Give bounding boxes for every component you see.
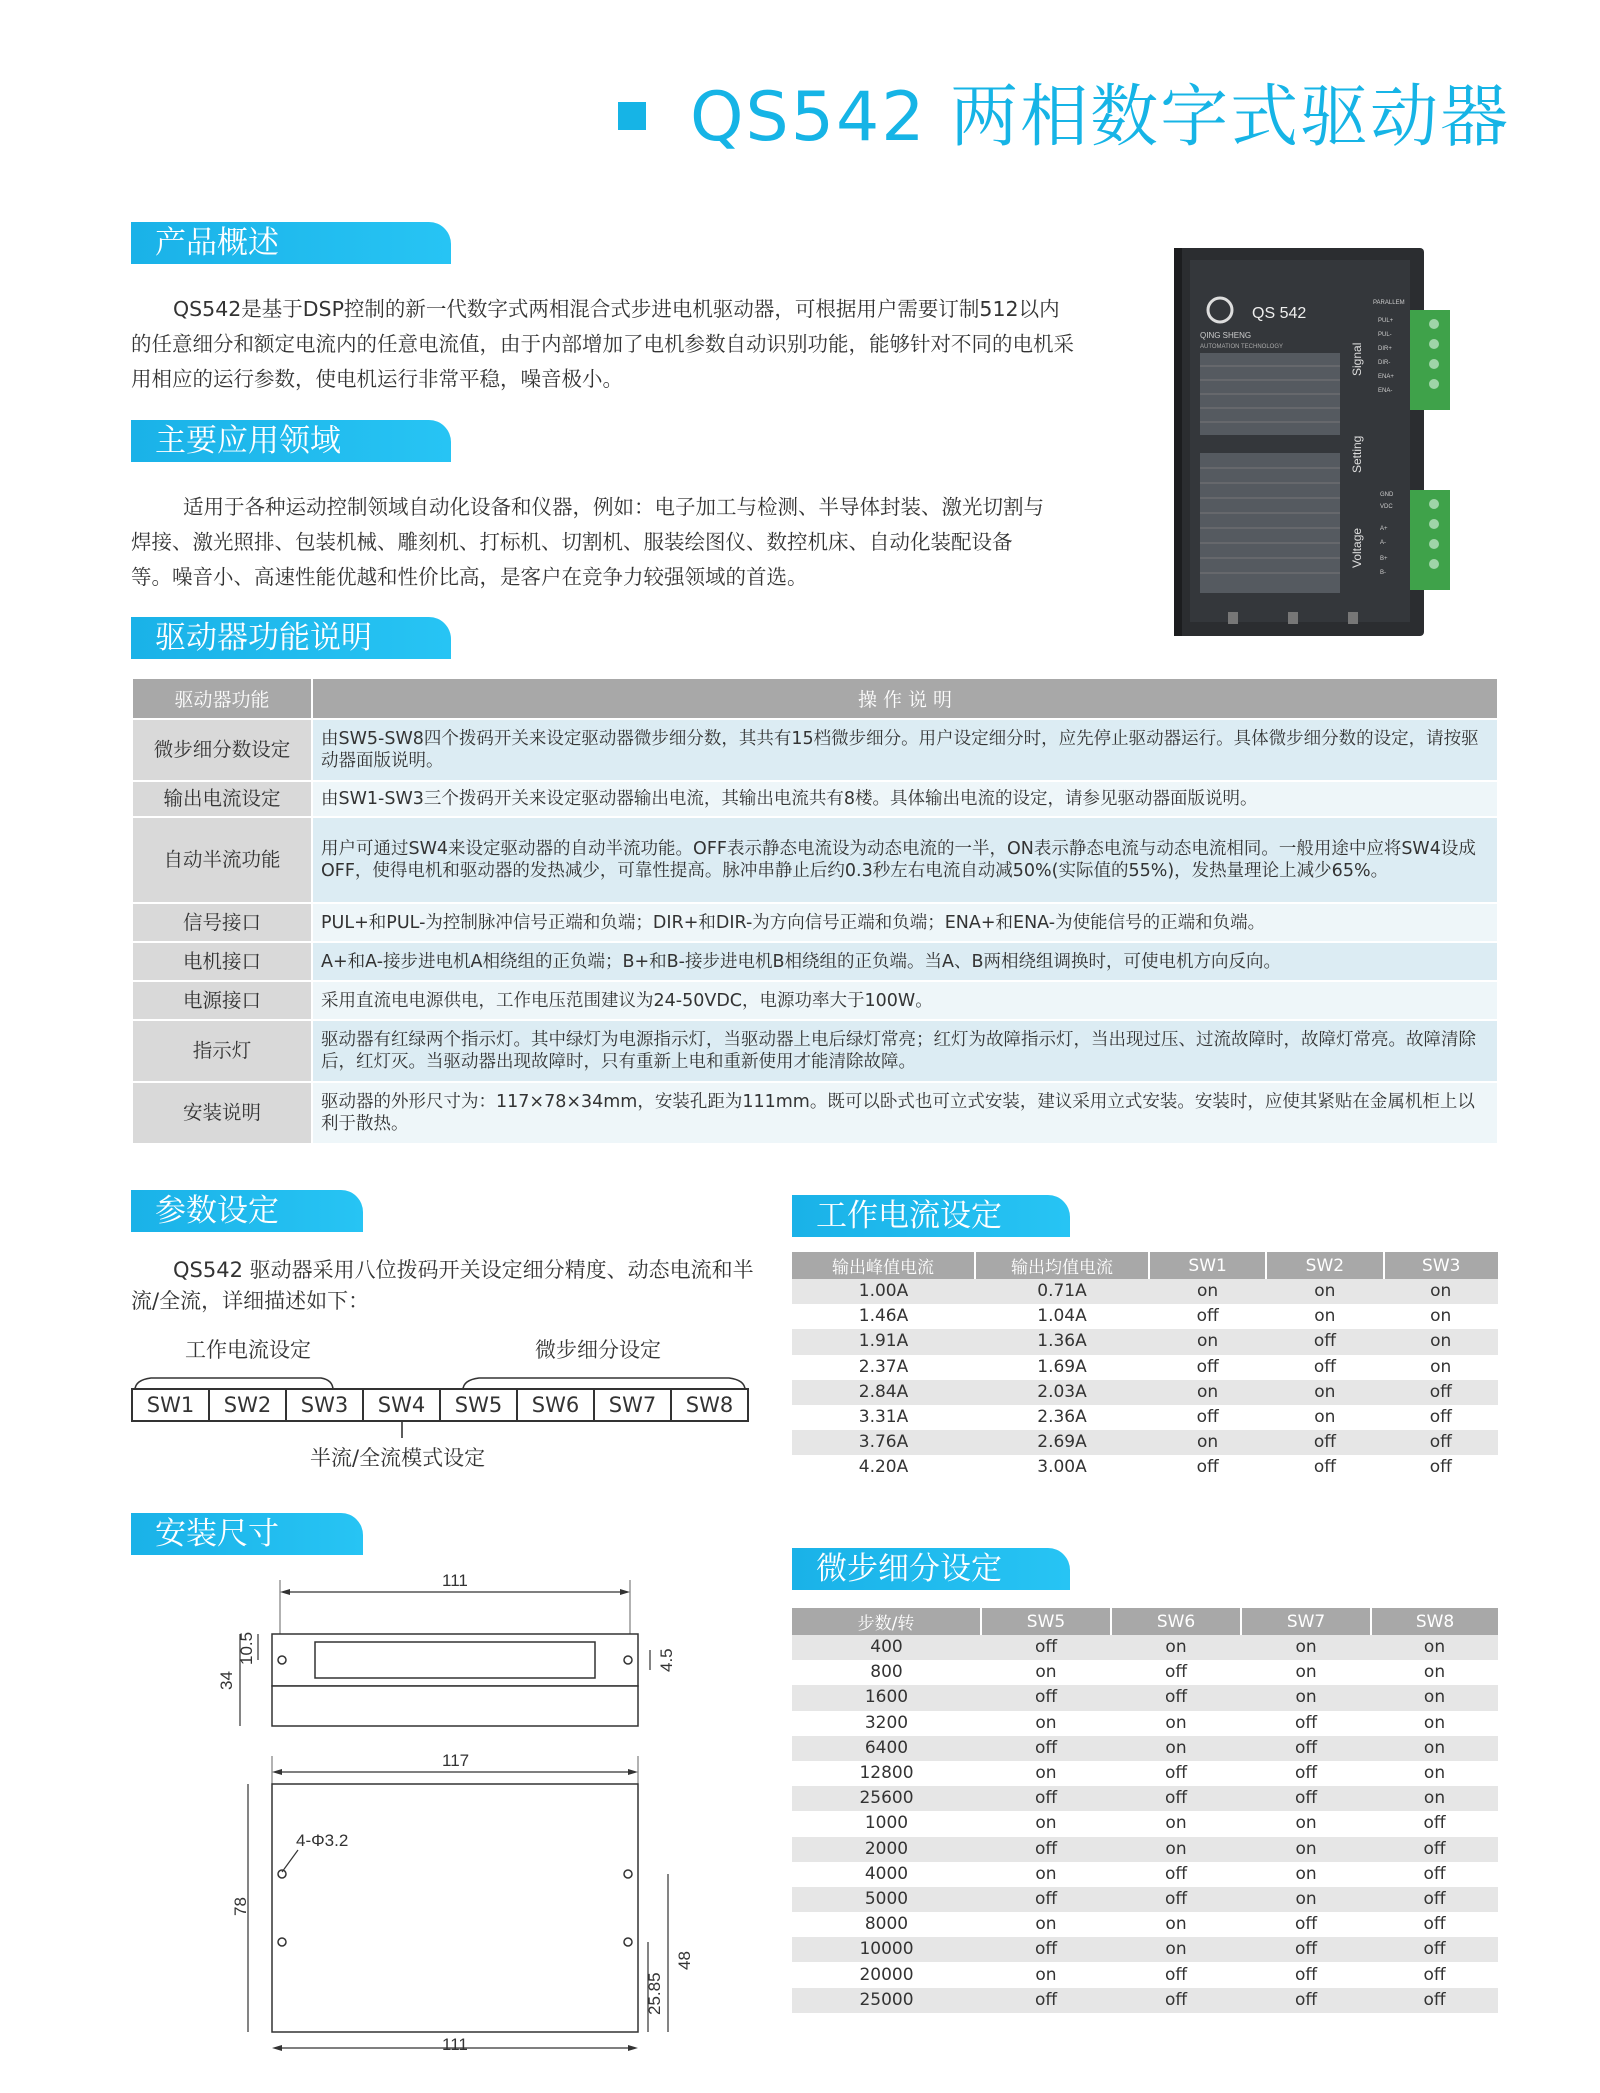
- section-functions: 驱动器功能说明: [131, 617, 451, 659]
- table-row: 5000 off off on off: [792, 1887, 1498, 1912]
- svg-text:34: 34: [217, 1671, 236, 1690]
- table-row: 1.00A 0.71A on on on: [792, 1279, 1498, 1304]
- table-row: 20000 on off off off: [792, 1962, 1498, 1987]
- table-row: 1000 on on on off: [792, 1811, 1498, 1836]
- svg-text:QING SHENG: QING SHENG: [1200, 331, 1252, 340]
- dip-switch: SW7: [593, 1390, 670, 1420]
- table-row: 25600 off off off on: [792, 1786, 1498, 1811]
- svg-text:48: 48: [675, 1951, 694, 1970]
- func-header-function: 驱动器功能: [132, 678, 312, 719]
- current-header: 输出峰值电流: [792, 1252, 975, 1279]
- current-header: SW2: [1266, 1252, 1383, 1279]
- svg-text:DIR+: DIR+: [1378, 346, 1392, 352]
- section-micro: 微步细分设定: [792, 1548, 1070, 1590]
- table-row: 10000 off on off off: [792, 1937, 1498, 1962]
- func-row-value: A+和A-接步进电机A相绕组的正负端；B+和B-接步进电机B相绕组的正负端。当A、B两相绕组调换时，可使电机方向反向。: [312, 942, 1498, 981]
- svg-text:VDC: VDC: [1380, 504, 1393, 510]
- svg-text:GND: GND: [1380, 492, 1394, 498]
- func-row-key: 电源接口: [132, 981, 312, 1020]
- svg-text:PUL+: PUL+: [1378, 318, 1394, 324]
- svg-text:A+: A+: [1380, 526, 1388, 532]
- driver-device-image: [1168, 248, 1458, 640]
- current-header: SW1: [1149, 1252, 1266, 1279]
- micro-header: SW8: [1371, 1608, 1498, 1635]
- svg-text:111: 111: [442, 1571, 468, 1590]
- func-row-value: 用户可通过SW4来设定驱动器的自动半流功能。OFF表示静态电流设为动态电流的一半，ON表示静态电流与动态电流相同。一般用途中应将SW4设成OFF，使得电机和驱动器的发热减少，可靠性提高。脉冲串静止后约0.3秒左右电流自动减50%(实际值的55%)，发热量理论上减少65%。: [312, 817, 1498, 903]
- svg-text:B+: B+: [1380, 556, 1388, 562]
- micro-header: SW5: [981, 1608, 1111, 1635]
- table-row: 4.20A 3.00A off off off: [792, 1455, 1498, 1480]
- table-row: 3.31A 2.36A off on off: [792, 1405, 1498, 1430]
- svg-text:AUTOMATION TECHNOLOGY: AUTOMATION TECHNOLOGY: [1200, 344, 1284, 350]
- table-row: 25000 off off off off: [792, 1988, 1498, 2013]
- table-row: 1.91A 1.36A on off on: [792, 1329, 1498, 1354]
- section-install: 安装尺寸: [131, 1513, 363, 1555]
- section-current: 工作电流设定: [792, 1195, 1070, 1237]
- overview-text: QS542是基于DSP控制的新一代数字式两相混合式步进电机驱动器，可根据用户需要订制512以内的任意细分和额定电流内的任意电流值，由于内部增加了电机参数自动识别功能，能够针对不同的电机采用相应的运行参数，使电机运行非常平稳，噪音极小。: [131, 297, 1074, 391]
- func-header-desc: 操 作 说 明: [312, 678, 1498, 719]
- func-row-key: 电机接口: [132, 942, 312, 981]
- dip-switch-row: [131, 1388, 749, 1422]
- dip-switch: SW4: [362, 1390, 439, 1420]
- svg-text:4.5: 4.5: [657, 1648, 676, 1672]
- table-row: 2000 off on on off: [792, 1837, 1498, 1862]
- table-row: 1.46A 1.04A off on on: [792, 1304, 1498, 1329]
- func-row-key: 信号接口: [132, 903, 312, 942]
- func-row-key: 输出电流设定: [132, 781, 312, 817]
- section-applications: 主要应用领域: [131, 420, 451, 462]
- table-row: 6400 off on off on: [792, 1736, 1498, 1761]
- svg-text:ENA+: ENA+: [1378, 374, 1394, 380]
- title-square-icon: [618, 102, 646, 130]
- svg-text:A-: A-: [1380, 540, 1386, 546]
- func-row-value: 采用直流电电源供电，工作电压范围建议为24-50VDC，电源功率大于100W。: [312, 981, 1498, 1020]
- dip-switch: SW5: [439, 1390, 516, 1420]
- svg-text:B-: B-: [1380, 570, 1386, 576]
- func-row-key: 安装说明: [132, 1082, 312, 1144]
- section-params: 参数设定: [131, 1190, 363, 1232]
- dip-switch: SW8: [670, 1390, 747, 1420]
- svg-text:25.85: 25.85: [645, 1972, 664, 2015]
- device-model-text: QS 542: [1252, 305, 1307, 322]
- table-row: 3200 on on off on: [792, 1711, 1498, 1736]
- dimension-drawing: [210, 1560, 710, 2060]
- dip-switch: SW2: [208, 1390, 285, 1420]
- svg-text:10.5: 10.5: [237, 1631, 256, 1665]
- func-row-key: 指示灯: [132, 1020, 312, 1082]
- dip-switch: SW6: [516, 1390, 593, 1420]
- table-row: 2.37A 1.69A off off on: [792, 1355, 1498, 1380]
- table-row: 12800 on off off on: [792, 1761, 1498, 1786]
- dip-switch: SW3: [285, 1390, 362, 1420]
- params-text: QS542 驱动器采用八位拨码开关设定细分精度、动态电流和半流/全流，详细描述如下：: [131, 1258, 754, 1313]
- svg-text:DIR-: DIR-: [1378, 360, 1391, 366]
- page-title: QS542 两相数字式驱动器: [690, 78, 1511, 157]
- svg-text:111: 111: [442, 2035, 468, 2054]
- svg-text:Voltage: Voltage: [1350, 527, 1364, 568]
- section-overview: 产品概述: [131, 222, 451, 264]
- micro-header: SW7: [1241, 1608, 1371, 1635]
- table-row: 3.76A 2.69A on off off: [792, 1430, 1498, 1455]
- micro-header: 步数/转: [792, 1608, 981, 1635]
- func-row-value: 驱动器的外形尺寸为：117×78×34mm，安装孔距为111mm。既可以卧式也可立式安装，建议采用立式安装。安装时，应使其紧贴在金属机柜上以利于散热。: [312, 1082, 1498, 1144]
- micro-table: [792, 1608, 1498, 2013]
- dip-switch: SW1: [146, 1393, 195, 1417]
- func-row-value: 驱动器有红绿两个指示灯。其中绿灯为电源指示灯，当驱动器上电后绿灯常亮；红灯为故障指示灯，当出现过压、过流故障时，故障灯常亮。故障清除后，红灯灭。当驱动器出现故障时，只有重新上电和重新使用才能清除故障。: [312, 1020, 1498, 1082]
- func-row-value: 由SW5-SW8四个拨码开关来设定驱动器微步细分数，其共有15档微步细分。用户设定细分时，应先停止驱动器运行。具体微步细分数的设定，请按驱动器面版说明。: [312, 719, 1498, 781]
- svg-text:Setting: Setting: [1350, 435, 1364, 473]
- function-table: [131, 677, 1499, 1145]
- table-row: 2.84A 2.03A on on off: [792, 1380, 1498, 1405]
- func-row-key: 自动半流功能: [132, 817, 312, 903]
- func-row-key: 微步细分数设定: [132, 719, 312, 781]
- svg-text:Signal: Signal: [1350, 342, 1364, 376]
- func-row-value: 由SW1-SW3三个拨码开关来设定驱动器输出电流，其输出电流共有8楼。具体输出电流的设定，请参见驱动器面版说明。: [312, 781, 1498, 817]
- switch-micro-label: 微步细分设定: [535, 1338, 661, 1362]
- table-row: 800 on off on on: [792, 1660, 1498, 1685]
- svg-text:PUL-: PUL-: [1378, 332, 1392, 338]
- micro-header: SW6: [1111, 1608, 1241, 1635]
- table-row: 1600 off off on on: [792, 1685, 1498, 1710]
- svg-text:4-Φ3.2: 4-Φ3.2: [296, 1831, 349, 1850]
- current-table: [792, 1252, 1498, 1481]
- svg-text:117: 117: [442, 1751, 470, 1770]
- func-row-value: PUL+和PUL-为控制脉冲信号正端和负端；DIR+和DIR-为方向信号正端和负端；ENA+和ENA-为使能信号的正端和负端。: [312, 903, 1498, 942]
- svg-text:78: 78: [231, 1897, 250, 1916]
- applications-text: 适用于各种运动控制领域自动化设备和仪器，例如：电子加工与检测、半导体封装、激光切割与焊接、激光照排、包装机械、雕刻机、打标机、切割机、服装绘图仪、数控机床、自动化装配设备等。噪音小、高速性能优越和性价比高，是客户在竞争力较强领域的首选。: [131, 495, 1044, 589]
- current-header: 输出均值电流: [975, 1252, 1149, 1279]
- switch-mode-label: 半流/全流模式设定: [310, 1446, 486, 1470]
- current-header: SW3: [1384, 1252, 1499, 1279]
- table-row: 8000 on on off off: [792, 1912, 1498, 1937]
- svg-text:PARALLEM: PARALLEM: [1373, 300, 1405, 306]
- svg-text:ENA-: ENA-: [1378, 388, 1393, 394]
- table-row: 4000 on off on off: [792, 1862, 1498, 1887]
- switch-current-label: 工作电流设定: [185, 1338, 311, 1362]
- table-row: 400 off on on on: [792, 1635, 1498, 1660]
